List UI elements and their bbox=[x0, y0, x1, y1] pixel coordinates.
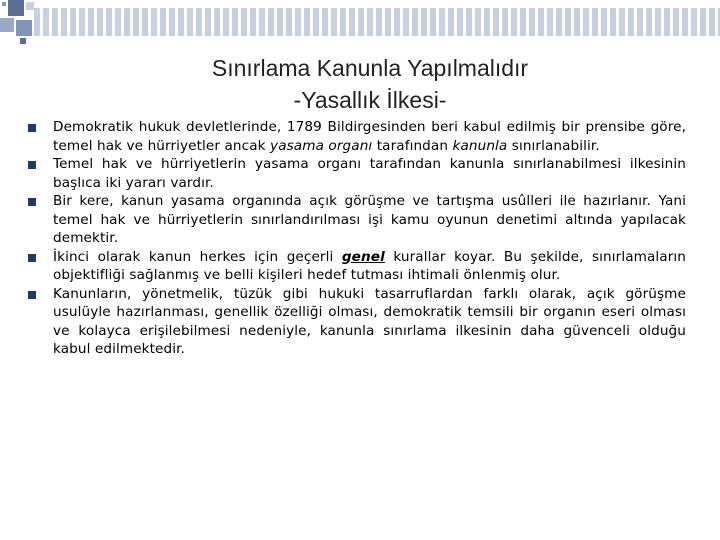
decorative-square bbox=[8, 0, 24, 16]
slide-title-line: Sınırlama Kanunla Yapılmalıdır bbox=[211, 55, 529, 81]
bullet-item: Demokratik hukuk devletlerinde, 1789 Bildirgesinden beri kabul edilmiş bir prensibe göre, temel hak ve hürriyetler ancak yasama organı tarafından kanunla sınırlanabilir. bbox=[26, 118, 686, 155]
emphasis-text: yasama organı bbox=[270, 137, 373, 154]
decorative-square bbox=[20, 38, 26, 44]
decorative-header-bar bbox=[34, 8, 720, 36]
bullet-item: Temel hak ve hürriyetlerin yasama organı tarafından kanunla sınırlanabilmesi ilkesinin başlıca iki yararı vardır. bbox=[26, 155, 686, 192]
underlined-emphasis-text: genel bbox=[341, 248, 385, 265]
square-bullet-icon bbox=[28, 291, 36, 299]
bullet-item: İkinci olarak kanun herkes için geçerli genel kurallar koyar. Bu şekilde, sınırlamaların objektifliği sağlanmış ve belli kişileri hedef tutması ihtimali önlenmiş olur. bbox=[26, 248, 686, 285]
bullet-item: Bir kere, kanun yasama organında açık görüşme ve tartışma usûlleri ile hazırlanır. Yani temel hak ve hürriyetlerin sınırlandırılması işi kamu oyunun denetimi altında yapılacak demektir. bbox=[26, 192, 686, 248]
decorative-square bbox=[0, 18, 14, 32]
decorative-square bbox=[26, 2, 34, 10]
slide-title bbox=[100, 52, 640, 116]
bullet-item: Kanunların, yönetmelik, tüzük gibi hukuki tasarruflardan farklı olarak, açık görüşme usulüyle hazırlanması, genellik özelliği olması, demokratik temsili bir organın eseri olması ve kolayca erişilebilmesi nedeniyle, kanunla sınırlama ilkesinin daha güvenceli olduğu kabul edilmektedir. bbox=[26, 285, 686, 359]
square-bullet-icon bbox=[28, 161, 36, 169]
slide-subtitle-line: -Yasallık İlkesi- bbox=[293, 87, 447, 113]
square-bullet-icon bbox=[28, 124, 36, 132]
square-bullet-icon bbox=[28, 254, 36, 262]
decorative-square bbox=[2, 2, 6, 6]
bullet-list bbox=[26, 118, 686, 359]
square-bullet-icon bbox=[28, 198, 36, 206]
decorative-square bbox=[16, 20, 32, 36]
emphasis-text: kanunla bbox=[452, 137, 508, 154]
